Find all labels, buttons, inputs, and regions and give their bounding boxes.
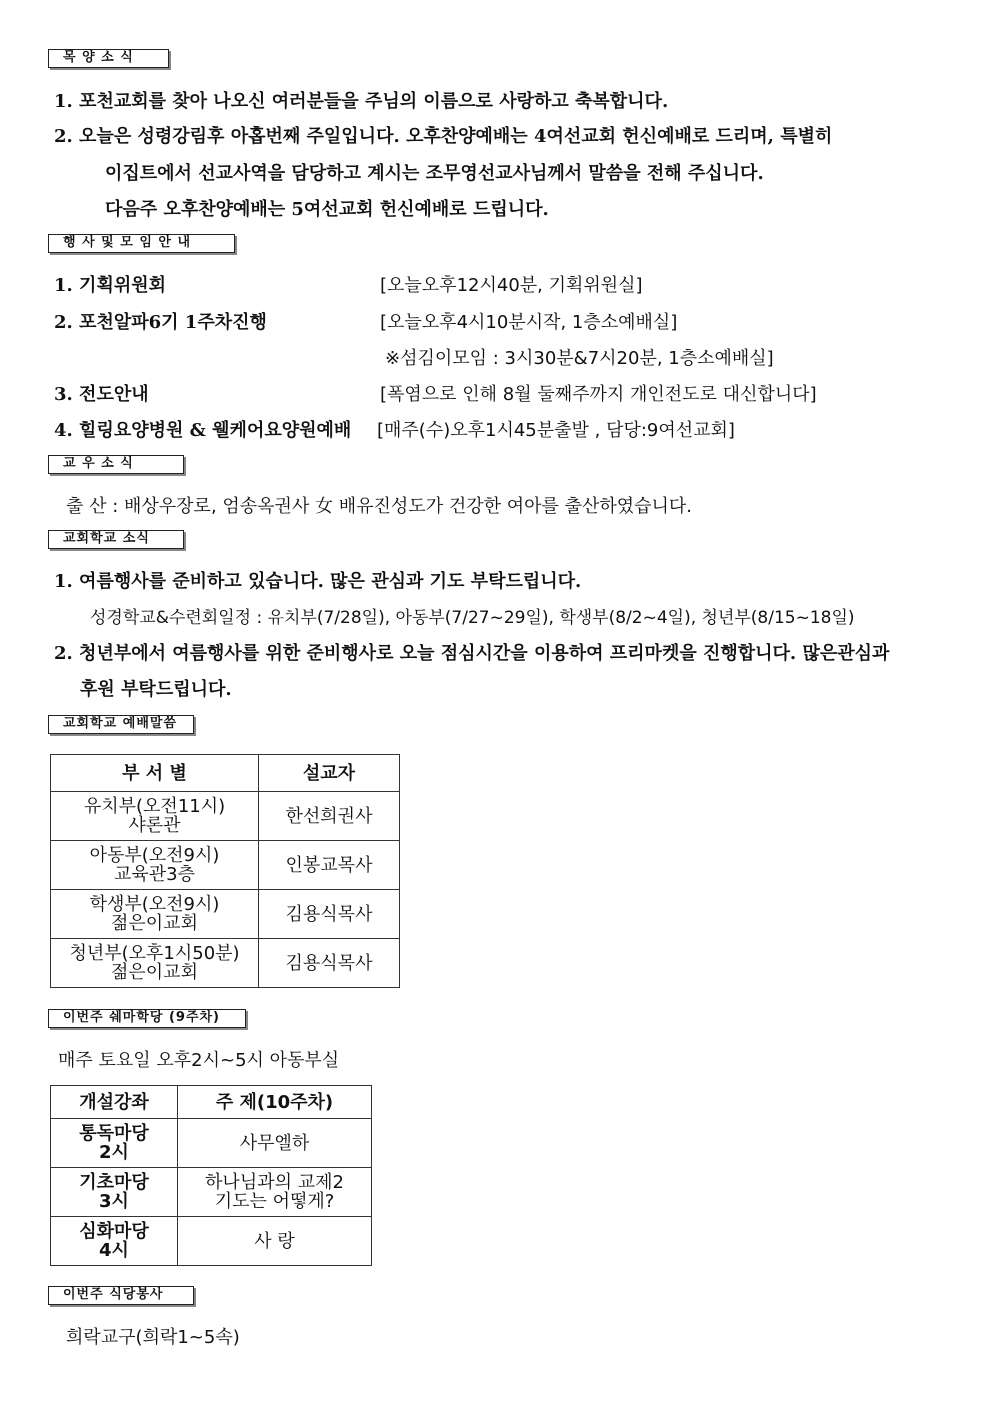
event-title: 4. 힐링요양병원 & 웰케어요양원예배 — [54, 420, 352, 441]
table-row — [51, 841, 400, 890]
dept-place: 젊은이교회 — [111, 962, 198, 983]
table-row — [51, 1168, 372, 1217]
sermon-preacher-cell: 인봉교목사 — [259, 841, 400, 890]
sermon-preacher-cell: 김용식목사 — [259, 890, 400, 939]
dept-place: 젊은이교회 — [111, 913, 198, 934]
course-name: 통독마당 — [79, 1123, 149, 1144]
event-detail: [오늘오후12시40분, 기획위원실] — [380, 275, 643, 296]
course-hour: 2시 — [99, 1142, 129, 1163]
shema-topic-cell — [178, 1217, 372, 1266]
table-row — [51, 939, 400, 988]
section-label-kitchen-service: 이번주 식당봉사 — [48, 1286, 194, 1305]
sermon-header-dept: 부 서 별 — [51, 755, 259, 792]
dept-name: 청년부(오후1시50분) — [69, 943, 240, 964]
school-news-schedule: 성경학교&수련회일정 : 유치부(7/28일), 아동부(7/27~29일), 학생부(8/2~4일), 청년부(8/15~18일) — [90, 608, 855, 628]
shema-header-course: 개설강좌 — [51, 1086, 178, 1119]
course-hour: 3시 — [99, 1191, 129, 1212]
shema-table — [50, 1085, 372, 1266]
sermon-dept-cell — [51, 792, 259, 841]
topic-line: 하나님과의 교제2 — [205, 1172, 344, 1193]
kitchen-service-line: 희락교구(희락1~5속) — [66, 1327, 240, 1348]
dept-name: 아동부(오전9시) — [89, 845, 220, 866]
shema-header-topic: 주 제(10주차) — [178, 1086, 372, 1119]
sermon-header-preacher: 설교자 — [259, 755, 400, 792]
section-label-member-news: 교 우 소 식 — [48, 455, 184, 474]
sermon-dept-cell — [51, 890, 259, 939]
shema-course-cell — [51, 1217, 178, 1266]
shema-topic-cell — [178, 1168, 372, 1217]
member-news-line: 출 산 : 배상우장로, 엄송옥권사 女 배유진성도가 건강한 여아를 출산하였습니다. — [66, 496, 693, 517]
table-row — [51, 792, 400, 841]
pastoral-news-line-1: 1. 포천교회를 찾아 나오신 여러분들을 주님의 이름으로 사랑하고 축복합니다. — [54, 91, 669, 112]
section-label-shema-school: 이번주 쉐마학당 (9주차) — [48, 1009, 246, 1028]
event-detail: [폭염으로 인해 8월 둘째주까지 개인전도로 대신합니다] — [380, 384, 817, 405]
shema-time: 매주 토요일 오후2시~5시 아동부실 — [58, 1050, 340, 1071]
dept-name: 유치부(오전11시) — [83, 796, 226, 817]
event-detail: [오늘오후4시10분시작, 1층소예배실] — [380, 312, 678, 333]
school-news-line-3: 후원 부탁드립니다. — [80, 679, 232, 700]
topic-line: 기도는 어떻게? — [214, 1191, 335, 1212]
course-name: 심화마당 — [79, 1221, 149, 1242]
sermon-dept-cell — [51, 939, 259, 988]
pastoral-news-line-2: 2. 오늘은 성령강림후 아홉번째 주일입니다. 오후찬양예배는 4여선교회 헌신예배로 드리며, 특별히 — [54, 126, 833, 147]
event-title: 3. 전도안내 — [54, 384, 149, 405]
school-news-line-2: 2. 청년부에서 여름행사를 위한 준비행사로 오늘 점심시간을 이용하여 프리마켓을 진행합니다. 많은관심과 — [54, 643, 890, 664]
section-label-school-sermons: 교회학교 예배말씀 — [48, 715, 194, 734]
section-label-school-news: 교회학교 소식 — [48, 530, 184, 549]
shema-course-cell — [51, 1119, 178, 1168]
event-detail-note: ※섬김이모임 : 3시30분&7시20분, 1층소예배실] — [385, 348, 774, 369]
dept-place: 샤론관 — [128, 815, 181, 836]
dept-place: 교육관3층 — [113, 864, 195, 885]
sermon-preacher-cell: 김용식목사 — [259, 939, 400, 988]
table-row — [51, 890, 400, 939]
sermon-dept-cell — [51, 841, 259, 890]
sermon-table — [50, 754, 400, 988]
table-row — [51, 1119, 372, 1168]
table-row — [51, 1217, 372, 1266]
school-news-line-1: 1. 여름행사를 준비하고 있습니다. 많은 관심과 기도 부탁드립니다. — [54, 571, 582, 592]
event-detail: [매주(수)오후1시45분출발 , 담당:9여선교회] — [377, 420, 735, 441]
shema-course-cell — [51, 1168, 178, 1217]
shema-topic-cell — [178, 1119, 372, 1168]
pastoral-news-line-4: 다음주 오후찬양예배는 5여선교회 헌신예배로 드립니다. — [105, 199, 549, 220]
section-label-events: 행 사 및 모 임 안 내 — [48, 234, 235, 253]
sermon-preacher-cell: 한선희권사 — [259, 792, 400, 841]
course-name: 기초마당 — [79, 1172, 149, 1193]
section-label-pastoral-news: 목 양 소 식 — [48, 49, 169, 68]
event-title: 2. 포천알파6기 1주차진행 — [54, 312, 267, 333]
dept-name: 학생부(오전9시) — [89, 894, 220, 915]
topic-line: 사 랑 — [254, 1230, 295, 1252]
topic-line: 사무엘하 — [239, 1132, 310, 1154]
pastoral-news-line-3: 이집트에서 선교사역을 담당하고 계시는 조무영선교사님께서 말씀을 전해 주십니다. — [105, 163, 764, 184]
event-title: 1. 기획위원회 — [54, 275, 166, 296]
course-hour: 4시 — [99, 1240, 129, 1261]
